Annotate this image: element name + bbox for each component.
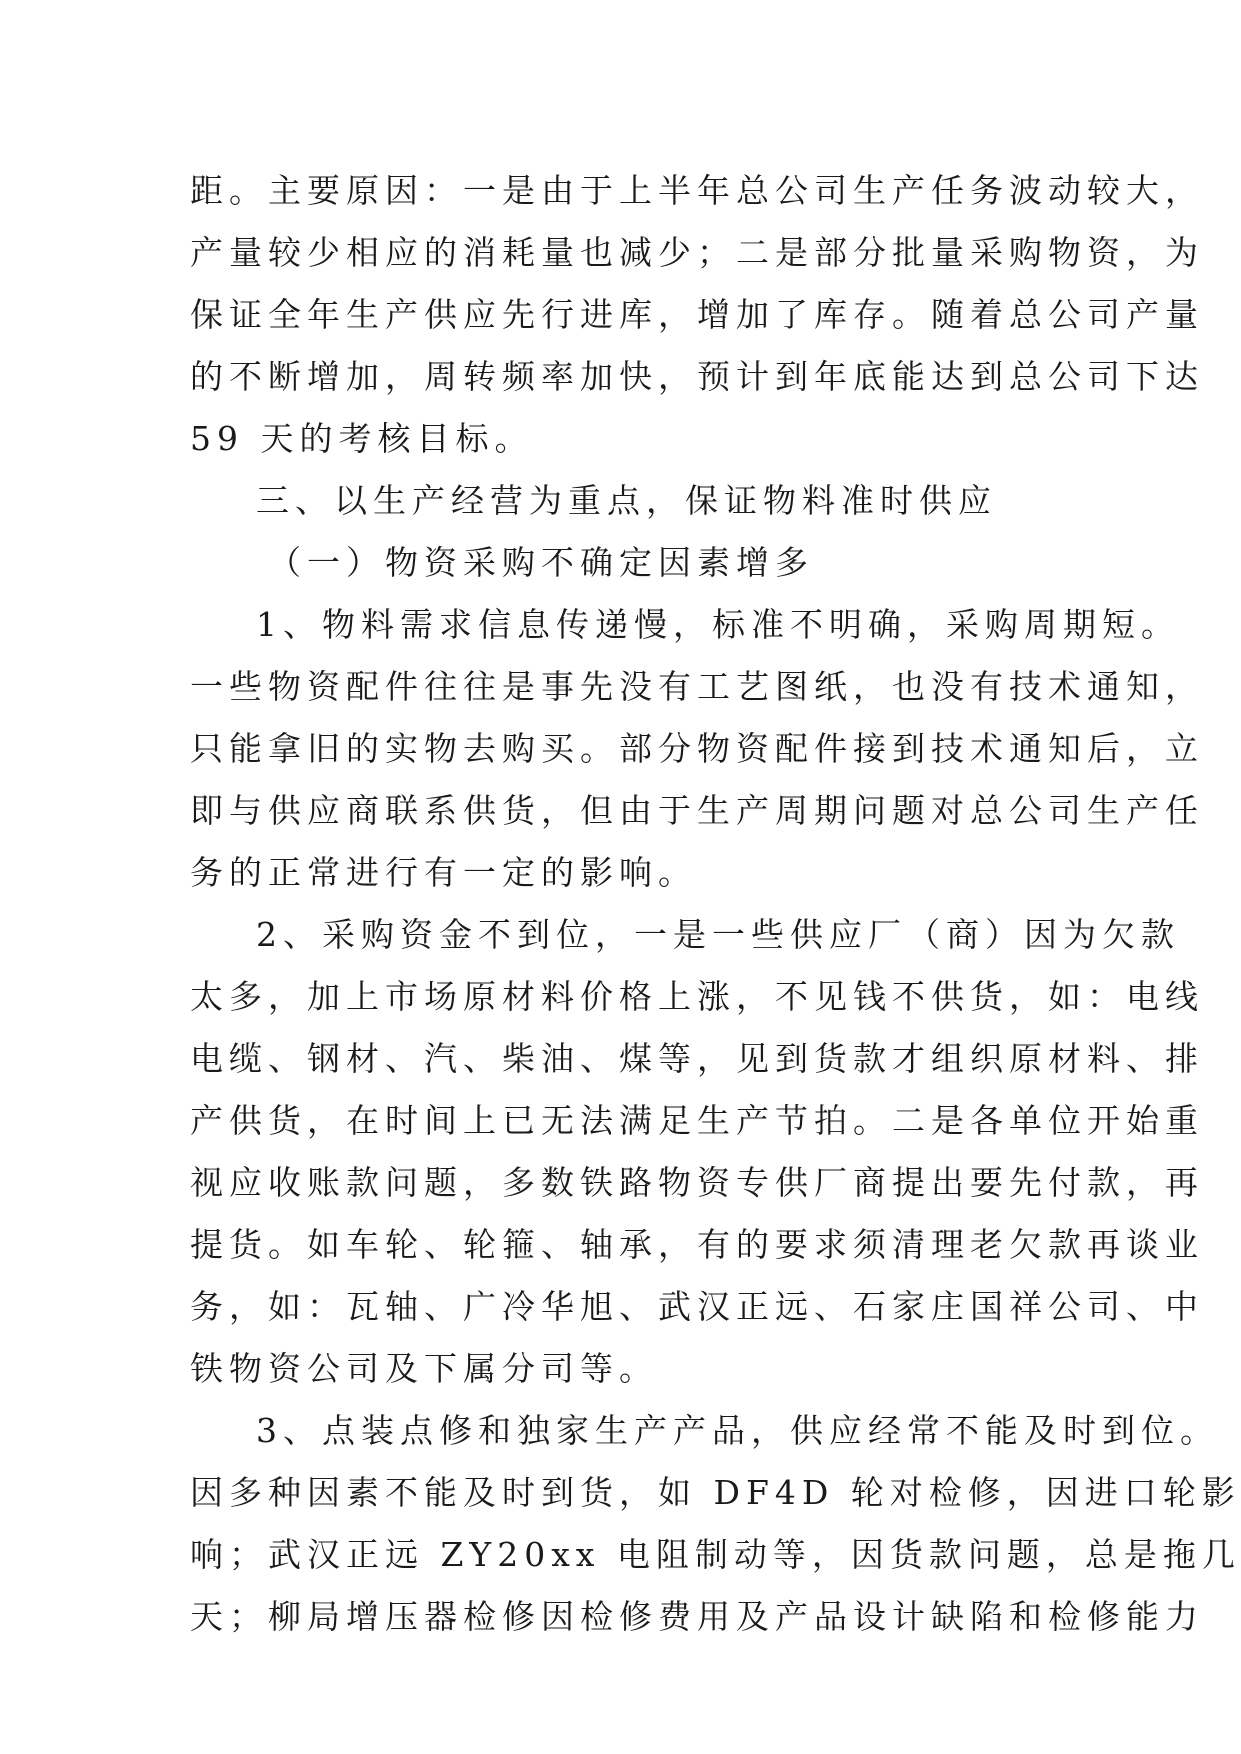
text-line: 产量较少相应的消耗量也减少；二是部分批量采购物资，为	[190, 233, 1204, 272]
text-line: 只能拿旧的实物去购买。部分物资配件接到技术通知后，立	[190, 729, 1204, 768]
text-line: 59 天的考核目标。	[190, 419, 534, 458]
subsection-heading: （一）物资采购不确定因素增多	[268, 543, 814, 582]
paragraph-start-line: 2、采购资金不到位，一是一些供应厂（商）因为欠款	[256, 915, 1180, 954]
text-line: 太多，加上市场原材料价格上涨，不见钱不供货，如：电线	[190, 977, 1204, 1016]
text-line: 提货。如车轮、轮箍、轴承，有的要求须清理老欠款再谈业	[190, 1225, 1204, 1264]
text-line: 响；武汉正远 ZY20xx 电阻制动等，因货款问题，总是拖几	[190, 1535, 1241, 1574]
text-line: 因多种因素不能及时到货，如 DF4D 轮对检修，因进口轮影	[190, 1473, 1241, 1512]
document-body	[190, 160, 1241, 1648]
text-line: 距。主要原因：一是由于上半年总公司生产任务波动较大，	[190, 171, 1204, 210]
text-line: 务的正常进行有一定的影响。	[190, 853, 697, 892]
text-line: 电缆、钢材、汽、柴油、煤等，见到货款才组织原材料、排	[190, 1039, 1204, 1078]
text-line: 即与供应商联系供货，但由于生产周期问题对总公司生产任	[190, 791, 1204, 830]
paragraph-start-line: 1、物料需求信息传递慢，标准不明确，采购周期短。	[256, 605, 1180, 644]
section-heading: 三、以生产经营为重点，保证物料准时供应	[256, 481, 997, 520]
text-line: 铁物资公司及下属分司等。	[190, 1349, 658, 1388]
text-line: 视应收账款问题，多数铁路物资专供厂商提出要先付款，再	[190, 1163, 1204, 1202]
text-line: 务，如：瓦轴、广冷华旭、武汉正远、石家庄国祥公司、中	[190, 1287, 1204, 1326]
paragraph-start-line: 3、点装点修和独家生产产品，供应经常不能及时到位。	[256, 1411, 1219, 1450]
text-line: 产供货，在时间上已无法满足生产节拍。二是各单位开始重	[190, 1101, 1204, 1140]
text-line: 一些物资配件往往是事先没有工艺图纸，也没有技术通知，	[190, 667, 1204, 706]
text-line: 天；柳局增压器检修因检修费用及产品设计缺陷和检修能力	[190, 1597, 1204, 1636]
text-line: 保证全年生产供应先行进库，增加了库存。随着总公司产量	[190, 295, 1204, 334]
text-line: 的不断增加，周转频率加快，预计到年底能达到总公司下达	[190, 357, 1204, 396]
